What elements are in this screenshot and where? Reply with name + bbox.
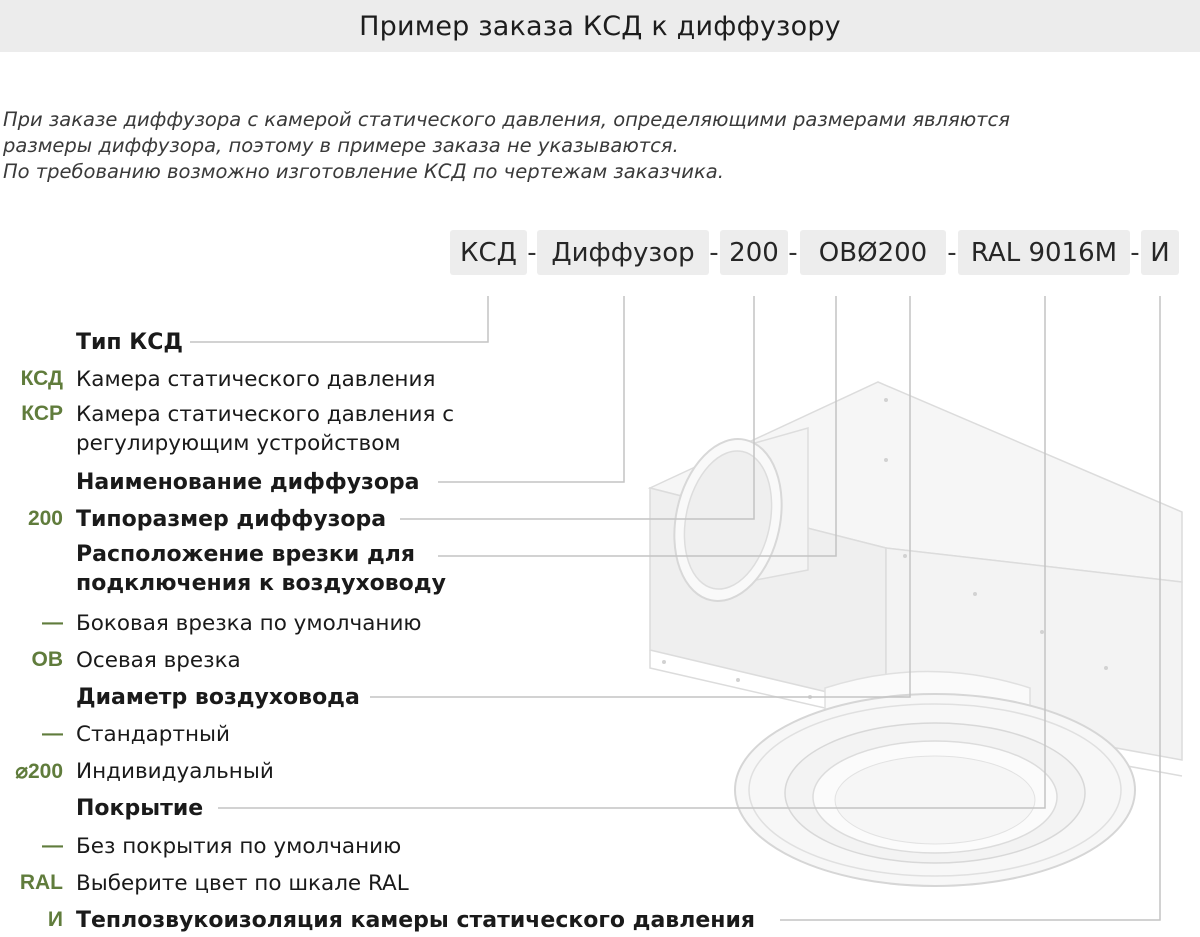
section-size-heading: Типоразмер диффузора xyxy=(76,506,387,532)
option-label: Боковая врезка по умолчанию xyxy=(76,610,422,636)
order-chip-insulation: И xyxy=(1141,230,1179,275)
option-code: КСР xyxy=(21,402,63,425)
section-name-heading: Наименование диффузора xyxy=(76,469,420,495)
option-label: Выберите цвет по шкале RAL xyxy=(76,870,409,896)
order-chip-coating: RAL 9016M xyxy=(958,230,1130,275)
option-code: RAL xyxy=(19,871,63,894)
option-code: 200 xyxy=(27,507,63,530)
note-line-3: По требованию возможно изготовление КСД по чертежам заказчика. xyxy=(3,160,724,183)
page-title: Пример заказа КСД к диффузору xyxy=(0,0,1200,52)
order-separator: - xyxy=(527,237,537,268)
option-code: КСД xyxy=(20,367,63,390)
option-code: И xyxy=(47,908,63,931)
section-connection-heading: Расположение врезки для подключения к воздуховоду xyxy=(76,542,446,596)
option-label: Стандартный xyxy=(76,721,230,747)
section-type-heading: Тип КСД xyxy=(76,329,184,355)
option-label: Камера статического давления с регулирующим устройством xyxy=(76,402,455,456)
order-separator: - xyxy=(788,237,798,268)
option-label: Камера статического давления xyxy=(76,366,436,392)
order-chip-type: КСД xyxy=(450,230,527,275)
section-diameter-heading: Диаметр воздуховода xyxy=(76,684,360,710)
order-chip-connection: ОВØ200 xyxy=(800,230,946,275)
option-code: — xyxy=(42,611,63,634)
section-coating-heading: Покрытие xyxy=(76,795,204,821)
order-separator: - xyxy=(1130,237,1140,268)
option-label: Индивидуальный xyxy=(76,758,274,784)
order-separator: - xyxy=(709,237,719,268)
option-code: — xyxy=(42,722,63,745)
option-code: — xyxy=(42,834,63,857)
note-line-1: При заказе диффузора с камерой статического давления, определяющими размерами являются xyxy=(3,108,1010,131)
section-insulation-heading: Теплозвукоизоляция камеры статического давления xyxy=(76,907,755,933)
option-label: Осевая врезка xyxy=(76,647,241,673)
option-label: Без покрытия по умолчанию xyxy=(76,833,402,859)
note-line-2: размеры диффузора, поэтому в примере заказа не указываются. xyxy=(3,134,679,157)
order-chip-size: 200 xyxy=(720,230,788,275)
order-separator: - xyxy=(947,237,957,268)
option-code: ОВ xyxy=(31,648,63,671)
order-chip-name: Диффузор xyxy=(537,230,709,275)
option-code: ⌀200 xyxy=(15,759,63,783)
